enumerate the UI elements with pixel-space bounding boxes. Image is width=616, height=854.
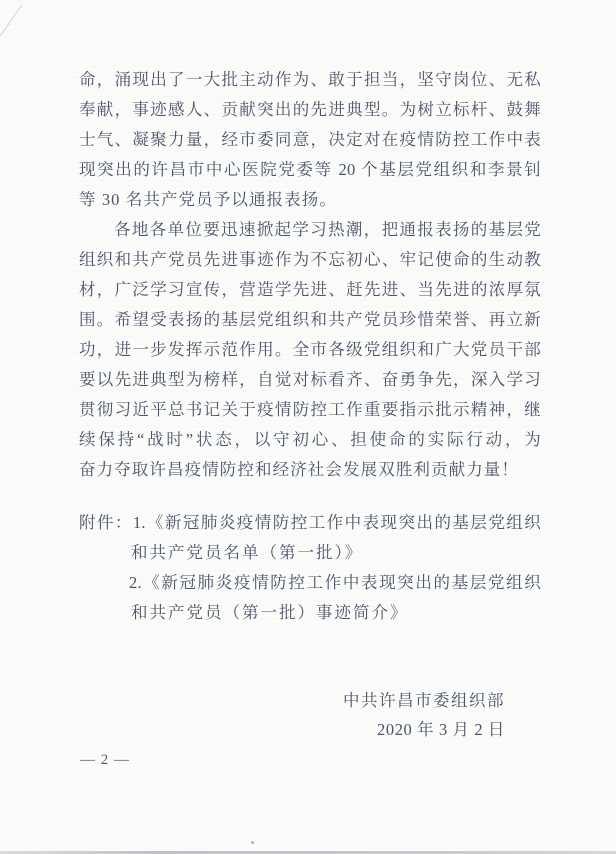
body-line: 续保持“战时”状态，以守初心、担使命的实际行动，为 — [79, 430, 541, 449]
attachment-block — [79, 508, 541, 628]
signature-date: 2020 年 3 月 2 日 — [377, 720, 506, 739]
attachment-item-2-line-2: 和共产党员（第一批）事迹简介》 — [131, 603, 409, 622]
body-line: 材，广泛学习宣传，营造学先进、赶先进、当先进的浓厚氛 — [79, 280, 541, 299]
body-line: 贯彻习近平总书记关于疫情防控工作重要指示批示精神，继 — [79, 400, 541, 419]
body-line: 组织和共产党员先进事迹作为不忘初心、牢记使命的生动教 — [79, 250, 541, 269]
body-line: 围。希望受表扬的基层党组织和共产党员珍惜荣誉、再立新 — [79, 310, 541, 329]
attachment-item-2-line-1: 2.《新冠肺炎疫情防控工作中表现突出的基层党组织 — [129, 573, 541, 592]
body-line: 功，进一步发挥示范作用。全市各级党组织和广大党员干部 — [79, 340, 541, 359]
page-number-footer: — 2 — — [80, 752, 130, 768]
body-line: 等 30 名共产党员予以通报表扬。 — [79, 190, 337, 209]
scan-artifact-line — [0, 5, 22, 37]
document-body — [79, 65, 541, 485]
body-line: 现突出的许昌市中心医院党委等 20 个基层党组织和李景钊 — [79, 160, 541, 179]
body-line: 奋力夺取许昌疫情防控和经济社会发展双胜利贡献力量！ — [79, 460, 519, 479]
body-line: 奉献，事迹感人、贡献突出的先进典型。为树立标杆、鼓舞 — [79, 100, 541, 119]
body-line: 士气、凝聚力量，经市委同意，决定对在疫情防控工作中表 — [79, 130, 541, 149]
body-line: 命，涌现出了一大批主动作为、敢于担当，坚守岗位、无私 — [79, 70, 541, 89]
signature-organization: 中共许昌市委组织部 — [343, 691, 505, 710]
attachment-item-title: 1.《新冠肺炎疫情防控工作中表现突出的基层党组织 — [132, 513, 541, 532]
attachment-label: 附件： — [79, 513, 133, 532]
attachment-item-1-line-1 — [79, 508, 541, 538]
body-line: 要以先进典型为榜样，自觉对标看齐、奋勇争先，深入学习 — [79, 370, 541, 389]
scan-speck — [251, 841, 254, 844]
body-line: 各地各单位要迅速掀起学习热潮，把通报表扬的基层党 — [114, 220, 541, 239]
attachment-item-1-line-2: 和共产党员名单（第一批）》 — [131, 543, 364, 562]
